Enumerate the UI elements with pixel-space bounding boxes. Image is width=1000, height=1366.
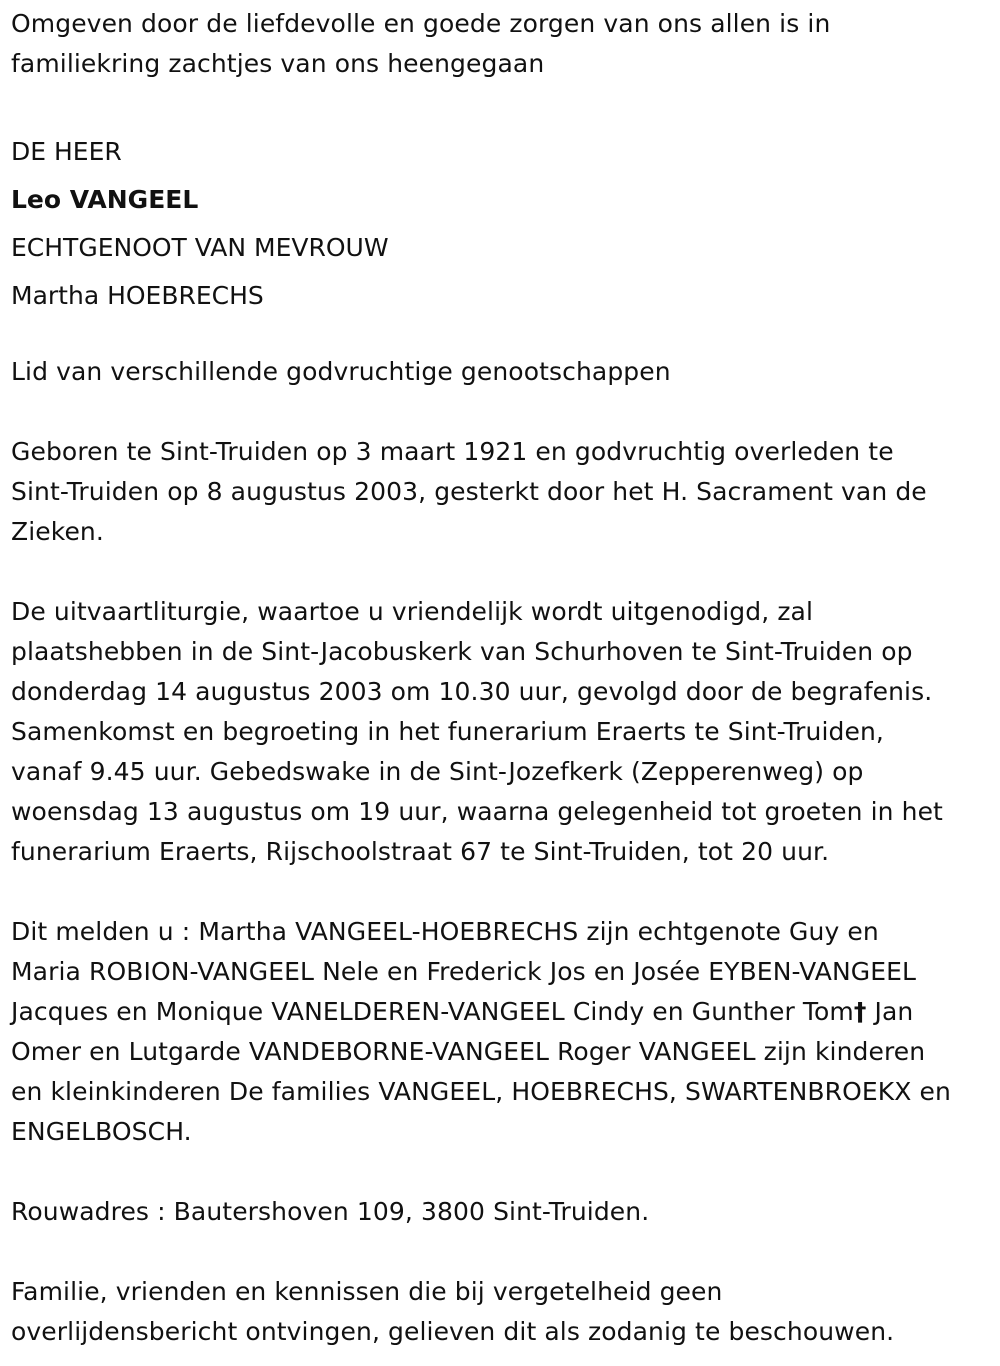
announcers-line: Dit melden u : Martha VANGEEL-HOEBRECHS zijn echtgenote Guy en [11, 917, 879, 946]
intro-line: familiekring zachtjes van ons heengegaan [11, 49, 545, 78]
closing-line: overlijdensbericht ontvingen, gelieven dit als zodanig te beschouwen. [11, 1317, 895, 1346]
funeral-line: woensdag 13 augustus om 19 uur, waarna gelegenheid tot groeten in het [11, 797, 943, 826]
person-name: Leo VANGEEL [11, 185, 199, 214]
spacer [11, 1232, 1000, 1272]
funeral-line: funerarium Eraerts, Rijschoolstraat 67 te Sint-Truiden, tot 20 uur. [11, 837, 830, 866]
birth-death-line: Sint-Truiden op 8 augustus 2003, gesterkt door het H. Sacrament van de [11, 477, 927, 506]
birth-death-line: Geboren te Sint-Truiden op 3 maart 1921 en godvruchtig overleden te [11, 437, 894, 466]
spacer [11, 872, 1000, 912]
announcers-line: Maria ROBION-VANGEEL Nele en Frederick Jos en Josée EYBEN-VANGEEL [11, 957, 917, 986]
closing-line: Familie, vrienden en kennissen die bij vergetelheid geen [11, 1277, 723, 1306]
funeral-line: Samenkomst en begroeting in het funerarium Eraerts te Sint-Truiden, [11, 717, 884, 746]
intro-paragraph [11, 4, 1000, 84]
announcers-line: Jan [866, 997, 914, 1026]
address-paragraph: Rouwadres : Bautershoven 109, 3800 Sint-Truiden. [11, 1197, 650, 1226]
announcers-line: en kleinkinderen De families VANGEEL, HOEBRECHS, SWARTENBROEKX en [11, 1077, 951, 1106]
announcers-line: ENGELBOSCH. [11, 1117, 192, 1146]
funeral-line: donderdag 14 augustus 2003 om 10.30 uur, gevolgd door de begrafenis. [11, 677, 933, 706]
spacer [11, 392, 1000, 432]
spacer [11, 320, 1000, 352]
announcers-paragraph [11, 912, 1000, 1152]
funeral-paragraph [11, 592, 1000, 872]
spacer [11, 1152, 1000, 1192]
funeral-line: De uitvaartliturgie, waartoe u vriendelijk wordt uitgenodigd, zal [11, 597, 814, 626]
membership-paragraph: Lid van verschillende godvruchtige genootschappen [11, 357, 671, 386]
cross-icon: † [853, 997, 867, 1026]
spouse-name: Martha HOEBRECHS [11, 281, 264, 310]
funeral-line: plaatshebben in de Sint-Jacobuskerk van Schurhoven te Sint-Truiden op [11, 637, 913, 666]
closing-paragraph [11, 1272, 1000, 1352]
person-relation: ECHTGENOOT VAN MEVROUW [11, 233, 389, 262]
person-block [11, 128, 1000, 320]
intro-line: Omgeven door de liefdevolle en goede zorgen van ons allen is in [11, 9, 831, 38]
announcers-line: Jacques en Monique VANELDEREN-VANGEEL Cindy en Gunther Tom [11, 997, 854, 1026]
birth-death-line: Zieken. [11, 517, 104, 546]
spacer [11, 84, 1000, 124]
spacer [11, 552, 1000, 592]
announcers-line: Omer en Lutgarde VANDEBORNE-VANGEEL Roger VANGEEL zijn kinderen [11, 1037, 926, 1066]
funeral-line: vanaf 9.45 uur. Gebedswake in de Sint-Jozefkerk (Zepperenweg) op [11, 757, 864, 786]
person-title: DE HEER [11, 137, 122, 166]
birth-death-paragraph [11, 432, 1000, 552]
